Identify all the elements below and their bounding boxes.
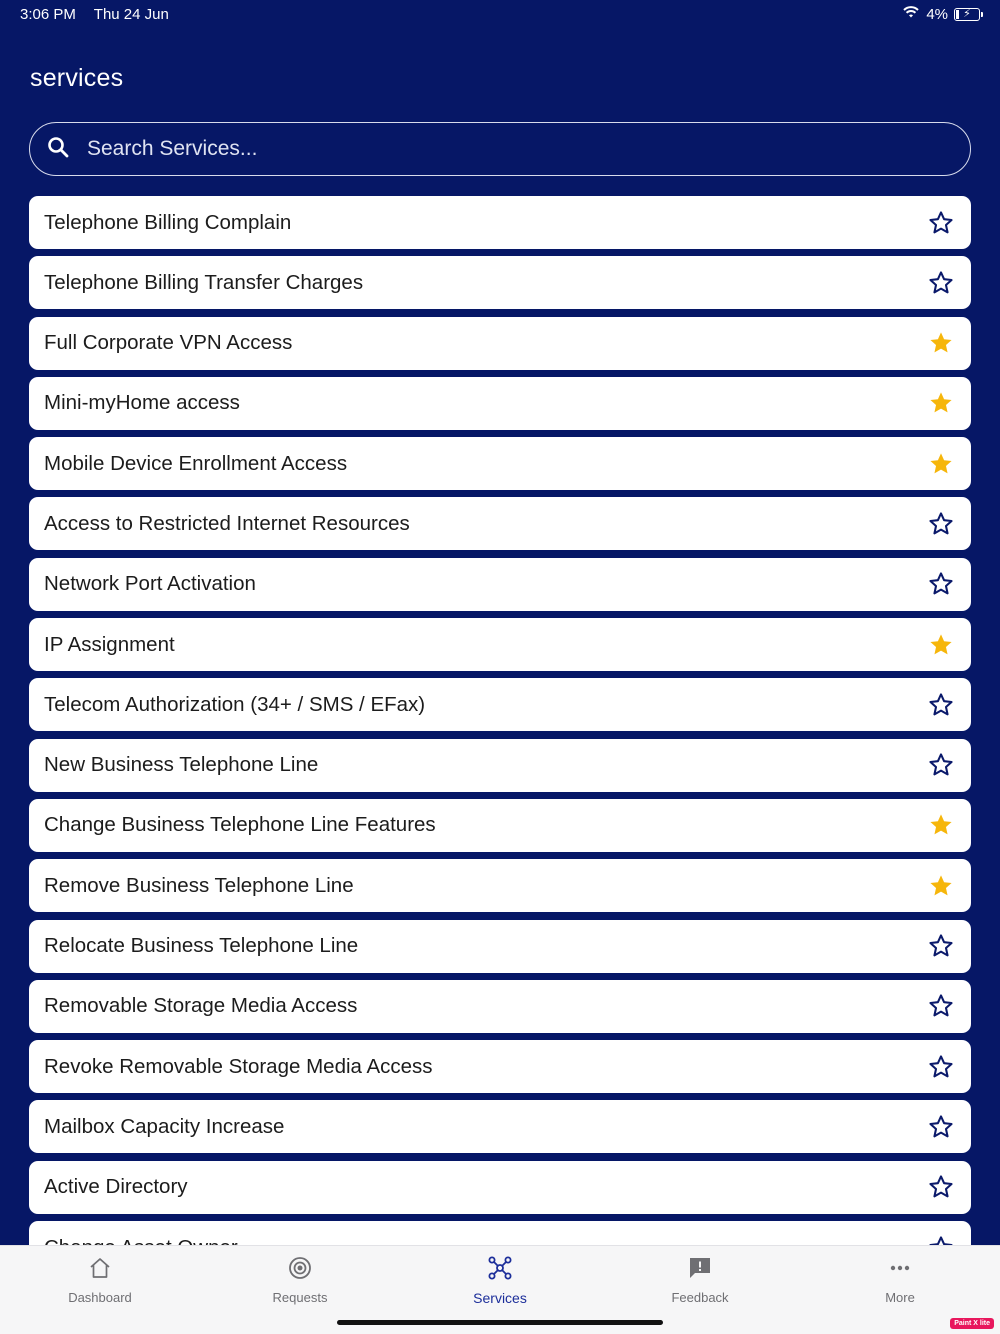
status-date: Thu 24 Jun [93,5,169,23]
search-bar[interactable] [29,122,971,176]
service-label: New Business Telephone Line [44,753,319,777]
service-label: Telephone Billing Transfer Charges [44,270,364,294]
service-label: Telecom Authorization (34+ / SMS / EFax) [44,692,426,716]
service-label: Access to Restricted Internet Resources [44,511,410,535]
battery-percent: 4% [926,5,948,23]
service-label: Relocate Business Telephone Line [44,934,359,958]
service-label: IP Assignment [44,632,175,656]
service-label: Telephone Billing Complain [44,210,292,234]
home-indicator [337,1320,663,1325]
paint-badge: Paint X lite [950,1318,994,1329]
service-row[interactable] [29,377,971,430]
service-row[interactable] [29,678,971,731]
service-label: Full Corporate VPN Access [44,331,293,355]
star-outline-icon[interactable] [928,752,954,778]
service-label: Active Directory [44,1175,188,1199]
search-input[interactable] [87,137,907,161]
star-outline-icon[interactable] [928,933,954,959]
service-row[interactable] [29,739,971,792]
status-bar [0,0,1000,28]
more-icon [887,1255,913,1290]
service-row[interactable] [29,920,971,973]
service-row[interactable] [29,256,971,309]
tab-label: Feedback [671,1290,729,1305]
service-label: Mailbox Capacity Increase [44,1114,285,1138]
service-label: Mobile Device Enrollment Access [44,451,348,475]
service-row[interactable] [29,558,971,611]
service-label: Removable Storage Media Access [44,994,358,1018]
service-label: Revoke Removable Storage Media Access [44,1054,433,1078]
star-outline-icon[interactable] [928,1114,954,1140]
service-row[interactable] [29,1161,971,1214]
service-label: Change Business Telephone Line Features [44,813,436,837]
tab-label: Dashboard [68,1290,132,1305]
star-filled-icon[interactable] [928,330,954,356]
service-row[interactable] [29,859,971,912]
home-icon [87,1255,113,1290]
feedback-icon [687,1255,713,1290]
battery-icon: ⚡ [954,8,980,21]
star-filled-icon[interactable] [928,632,954,658]
service-row[interactable] [29,1100,971,1153]
requests-icon [287,1255,313,1290]
star-outline-icon[interactable] [928,1174,954,1200]
star-outline-icon[interactable] [928,1054,954,1080]
services-icon [487,1255,513,1290]
star-outline-icon[interactable] [928,511,954,537]
star-filled-icon[interactable] [928,812,954,838]
service-label: Mini-myHome access [44,391,240,415]
service-row[interactable] [29,317,971,370]
service-row[interactable] [29,799,971,852]
star-outline-icon[interactable] [928,692,954,718]
page-title: services [30,64,124,92]
tab-label: Requests [272,1290,328,1305]
service-row[interactable] [29,497,971,550]
star-outline-icon[interactable] [928,270,954,296]
star-outline-icon[interactable] [928,210,954,236]
service-row[interactable] [29,1040,971,1093]
status-time: 3:06 PM [20,5,76,23]
star-outline-icon[interactable] [928,993,954,1019]
tab-label: Services [473,1290,527,1306]
service-list [29,196,971,1245]
service-row[interactable] [29,618,971,671]
service-label: Remove Business Telephone Line [44,873,354,897]
service-row[interactable] [29,980,971,1033]
star-filled-icon[interactable] [928,873,954,899]
service-row[interactable] [29,196,971,249]
service-row[interactable] [29,437,971,490]
wifi-icon [902,5,920,23]
star-outline-icon[interactable] [928,571,954,597]
tab-label: More [885,1290,915,1305]
star-filled-icon[interactable] [928,451,954,477]
service-label: Network Port Activation [44,572,256,596]
search-icon [46,135,70,164]
tab-dashboard[interactable] [0,1246,200,1334]
star-filled-icon[interactable] [928,390,954,416]
